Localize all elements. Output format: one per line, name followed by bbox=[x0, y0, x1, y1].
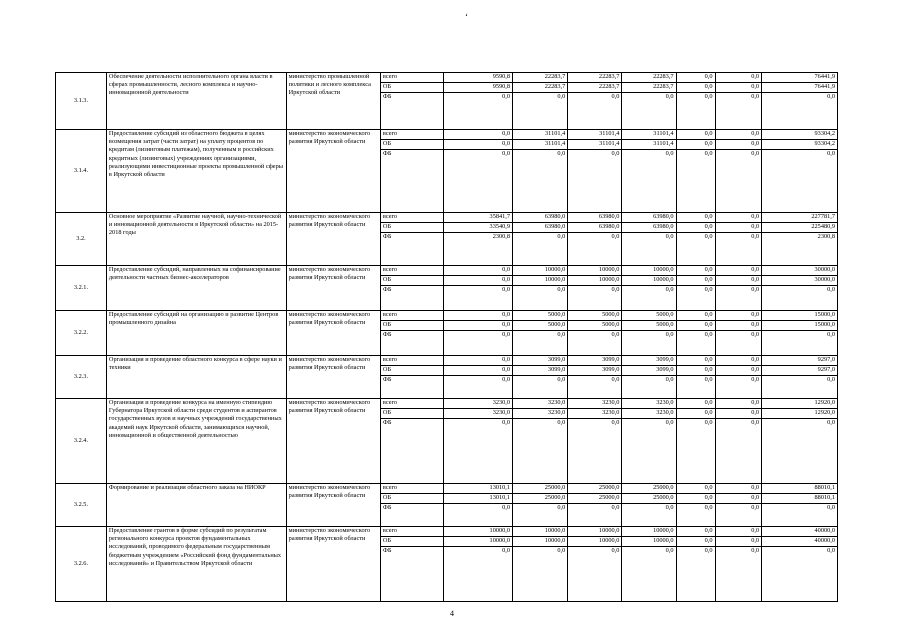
source-label: ФБ bbox=[380, 150, 443, 213]
amount-cell: 15000,0 bbox=[762, 321, 838, 331]
amount-cell: 0,0 bbox=[443, 93, 512, 130]
amount-cell: 0,0 bbox=[676, 537, 715, 547]
amount-cell: 3230,0 bbox=[443, 409, 512, 419]
amount-cell: 0,0 bbox=[443, 150, 512, 213]
amount-cell: 0,0 bbox=[513, 93, 568, 130]
amount-cell: 0,0 bbox=[676, 376, 715, 399]
row-code: 3.1.3. bbox=[56, 73, 107, 130]
table-row bbox=[56, 311, 838, 321]
amount-cell: 0,0 bbox=[513, 419, 568, 484]
amount-cell: 0,0 bbox=[443, 311, 512, 321]
amount-cell: 30000,0 bbox=[762, 266, 838, 276]
table-row bbox=[56, 73, 838, 83]
row-name: Организация и проведение областного конкурса в сфере науки и техники bbox=[106, 356, 286, 399]
source-label: ОБ bbox=[380, 409, 443, 419]
top-mark: ʻ bbox=[465, 12, 468, 22]
source-label: ФБ bbox=[380, 419, 443, 484]
amount-cell: 0,0 bbox=[715, 93, 762, 130]
amount-cell: 63980,0 bbox=[622, 223, 676, 233]
source-label: ФБ bbox=[380, 376, 443, 399]
source-label: ОБ bbox=[380, 276, 443, 286]
amount-cell: 3099,0 bbox=[513, 366, 568, 376]
amount-cell: 0,0 bbox=[443, 376, 512, 399]
amount-cell: 0,0 bbox=[676, 527, 715, 537]
amount-cell: 0,0 bbox=[676, 130, 715, 140]
amount-cell: 3230,0 bbox=[568, 399, 622, 409]
source-label: ОБ bbox=[380, 223, 443, 233]
row-name: Предоставление субсидий из областного бюджета в целях возмещения затрат (части затрат) на уплату процентов по кредитам (лизинговым платежам), полученным в российских кредитных (лизинговых) учреждениях организациями, реализующими инвестиционные проекты промышленной сферы в Иркутской области bbox=[106, 130, 286, 213]
amount-cell: 9297,0 bbox=[762, 366, 838, 376]
table-row bbox=[56, 527, 838, 537]
amount-cell: 9590,8 bbox=[443, 83, 512, 93]
row-executor: министерство экономического развития Иркутской области bbox=[286, 356, 380, 399]
amount-cell: 0,0 bbox=[715, 311, 762, 321]
amount-cell: 0,0 bbox=[676, 83, 715, 93]
row-executor: министерство экономического развития Иркутской области bbox=[286, 527, 380, 602]
amount-cell: 3099,0 bbox=[622, 366, 676, 376]
amount-cell: 93304,2 bbox=[762, 130, 838, 140]
table-row bbox=[56, 130, 838, 140]
amount-cell: 31101,4 bbox=[513, 130, 568, 140]
amount-cell: 0,0 bbox=[676, 399, 715, 409]
amount-cell: 0,0 bbox=[443, 504, 512, 527]
amount-cell: 10000,0 bbox=[443, 537, 512, 547]
amount-cell: 0,0 bbox=[513, 233, 568, 266]
amount-cell: 31101,4 bbox=[622, 130, 676, 140]
amount-cell: 63980,0 bbox=[568, 213, 622, 223]
row-executor: министерство промышленной политики и лесного комплекса Иркутской области bbox=[286, 73, 380, 130]
amount-cell: 3230,0 bbox=[513, 399, 568, 409]
row-executor: министерство экономического развития Иркутской области bbox=[286, 213, 380, 266]
amount-cell: 5000,0 bbox=[513, 321, 568, 331]
amount-cell: 0,0 bbox=[715, 331, 762, 356]
amount-cell: 0,0 bbox=[715, 83, 762, 93]
amount-cell: 10000,0 bbox=[622, 266, 676, 276]
amount-cell: 0,0 bbox=[762, 547, 838, 602]
row-executor: министерство экономического развития Иркутской области bbox=[286, 399, 380, 484]
amount-cell: 0,0 bbox=[513, 331, 568, 356]
amount-cell: 13010,1 bbox=[443, 484, 512, 494]
amount-cell: 0,0 bbox=[676, 213, 715, 223]
amount-cell: 0,0 bbox=[443, 331, 512, 356]
amount-cell: 0,0 bbox=[513, 286, 568, 311]
amount-cell: 0,0 bbox=[676, 494, 715, 504]
amount-cell: 0,0 bbox=[443, 130, 512, 140]
amount-cell: 0,0 bbox=[568, 233, 622, 266]
row-code: 3.2. bbox=[56, 213, 107, 266]
amount-cell: 93304,2 bbox=[762, 140, 838, 150]
amount-cell: 9590,8 bbox=[443, 73, 512, 83]
amount-cell: 15000,0 bbox=[762, 311, 838, 321]
source-label: ОБ bbox=[380, 537, 443, 547]
amount-cell: 0,0 bbox=[762, 331, 838, 356]
source-label: ФБ bbox=[380, 331, 443, 356]
amount-cell: 0,0 bbox=[715, 321, 762, 331]
row-executor: министерство экономического развития Иркутской области bbox=[286, 130, 380, 213]
source-label: ОБ bbox=[380, 494, 443, 504]
amount-cell: 63980,0 bbox=[513, 213, 568, 223]
amount-cell: 0,0 bbox=[715, 266, 762, 276]
amount-cell: 0,0 bbox=[443, 366, 512, 376]
row-name: Основное мероприятие «Развитие научной, научно-технической и инновационной деятельности в Иркутской области» на 2015-2018 годы bbox=[106, 213, 286, 266]
amount-cell: 0,0 bbox=[443, 321, 512, 331]
amount-cell: 0,0 bbox=[676, 504, 715, 527]
amount-cell: 0,0 bbox=[715, 130, 762, 140]
amount-cell: 9297,0 bbox=[762, 356, 838, 366]
source-label: ФБ bbox=[380, 547, 443, 602]
amount-cell: 10000,0 bbox=[513, 266, 568, 276]
source-label: ОБ bbox=[380, 83, 443, 93]
amount-cell: 0,0 bbox=[762, 150, 838, 213]
amount-cell: 31101,4 bbox=[568, 130, 622, 140]
amount-cell: 10000,0 bbox=[513, 276, 568, 286]
amount-cell: 0,0 bbox=[676, 233, 715, 266]
amount-cell: 0,0 bbox=[443, 356, 512, 366]
row-name: Организация и проведение конкурса на именную стипендию Губернатора Иркутской области среди студентов и аспирантов государственных вузов и научных учреждений государственных академий наук Иркутской области, занимающихся научной, инновационной и общественной деятельностью bbox=[106, 399, 286, 484]
amount-cell: 0,0 bbox=[715, 140, 762, 150]
row-code: 3.2.5. bbox=[56, 484, 107, 527]
amount-cell: 22283,7 bbox=[513, 83, 568, 93]
amount-cell: 10000,0 bbox=[622, 527, 676, 537]
amount-cell: 0,0 bbox=[715, 356, 762, 366]
amount-cell: 31101,4 bbox=[622, 140, 676, 150]
amount-cell: 0,0 bbox=[676, 331, 715, 356]
source-label: ОБ bbox=[380, 366, 443, 376]
amount-cell: 10000,0 bbox=[513, 527, 568, 537]
amount-cell: 0,0 bbox=[676, 321, 715, 331]
amount-cell: 0,0 bbox=[622, 233, 676, 266]
amount-cell: 0,0 bbox=[568, 419, 622, 484]
row-name: Формирование и реализация областного заказа на НИОКР bbox=[106, 484, 286, 527]
amount-cell: 2300,8 bbox=[443, 233, 512, 266]
row-code: 3.2.4. bbox=[56, 399, 107, 484]
amount-cell: 3099,0 bbox=[622, 356, 676, 366]
amount-cell: 0,0 bbox=[622, 419, 676, 484]
amount-cell: 10000,0 bbox=[622, 537, 676, 547]
amount-cell: 0,0 bbox=[715, 399, 762, 409]
row-executor: министерство экономического развития Иркутской области bbox=[286, 484, 380, 527]
amount-cell: 0,0 bbox=[622, 331, 676, 356]
source-label: ОБ bbox=[380, 321, 443, 331]
amount-cell: 5000,0 bbox=[568, 311, 622, 321]
amount-cell: 0,0 bbox=[622, 150, 676, 213]
amount-cell: 0,0 bbox=[715, 419, 762, 484]
amount-cell: 0,0 bbox=[762, 93, 838, 130]
source-label: ФБ bbox=[380, 504, 443, 527]
amount-cell: 0,0 bbox=[513, 376, 568, 399]
budget-table bbox=[55, 72, 838, 602]
amount-cell: 2300,8 bbox=[762, 233, 838, 266]
amount-cell: 0,0 bbox=[443, 276, 512, 286]
amount-cell: 5000,0 bbox=[622, 311, 676, 321]
amount-cell: 0,0 bbox=[715, 494, 762, 504]
amount-cell: 0,0 bbox=[715, 276, 762, 286]
amount-cell: 33540,9 bbox=[443, 223, 512, 233]
amount-cell: 0,0 bbox=[443, 419, 512, 484]
amount-cell: 0,0 bbox=[676, 366, 715, 376]
source-label: ОБ bbox=[380, 140, 443, 150]
amount-cell: 0,0 bbox=[762, 504, 838, 527]
amount-cell: 35841,7 bbox=[443, 213, 512, 223]
source-label: всего bbox=[380, 213, 443, 223]
amount-cell: 22283,7 bbox=[513, 73, 568, 83]
row-code: 3.2.6. bbox=[56, 527, 107, 602]
amount-cell: 10000,0 bbox=[568, 537, 622, 547]
amount-cell: 3099,0 bbox=[568, 356, 622, 366]
amount-cell: 0,0 bbox=[568, 376, 622, 399]
amount-cell: 22283,7 bbox=[622, 73, 676, 83]
row-name: Предоставление грантов в форме субсидий по результатам регионального конкурса проектов фундаментальных исследований, проводимого федеральным государственным бюджетным учреждением «Российский фонд фундаментальных исследований» и Правительством Иркутской области bbox=[106, 527, 286, 602]
amount-cell: 0,0 bbox=[762, 419, 838, 484]
amount-cell: 25000,0 bbox=[568, 494, 622, 504]
amount-cell: 0,0 bbox=[676, 419, 715, 484]
amount-cell: 227781,7 bbox=[762, 213, 838, 223]
source-label: всего bbox=[380, 484, 443, 494]
amount-cell: 88010,1 bbox=[762, 494, 838, 504]
amount-cell: 0,0 bbox=[715, 73, 762, 83]
amount-cell: 0,0 bbox=[443, 266, 512, 276]
amount-cell: 3099,0 bbox=[568, 366, 622, 376]
amount-cell: 25000,0 bbox=[513, 484, 568, 494]
row-executor: министерство экономического развития Иркутской области bbox=[286, 311, 380, 356]
amount-cell: 0,0 bbox=[568, 331, 622, 356]
amount-cell: 12920,0 bbox=[762, 409, 838, 419]
amount-cell: 0,0 bbox=[715, 233, 762, 266]
amount-cell: 0,0 bbox=[715, 366, 762, 376]
source-label: всего bbox=[380, 73, 443, 83]
table-row bbox=[56, 484, 838, 494]
row-code: 3.2.2. bbox=[56, 311, 107, 356]
table-row bbox=[56, 356, 838, 366]
amount-cell: 0,0 bbox=[676, 266, 715, 276]
row-name: Предоставление субсидий на организацию и развитие Центров промышленного дизайна bbox=[106, 311, 286, 356]
amount-cell: 0,0 bbox=[676, 311, 715, 321]
amount-cell: 22283,7 bbox=[622, 83, 676, 93]
row-name: Предоставление субсидий, направленных на софинансирование деятельности частных бизнес-акселераторов bbox=[106, 266, 286, 311]
amount-cell: 0,0 bbox=[676, 547, 715, 602]
amount-cell: 0,0 bbox=[715, 213, 762, 223]
amount-cell: 5000,0 bbox=[568, 321, 622, 331]
source-label: всего bbox=[380, 356, 443, 366]
amount-cell: 0,0 bbox=[513, 504, 568, 527]
amount-cell: 0,0 bbox=[513, 547, 568, 602]
amount-cell: 10000,0 bbox=[568, 266, 622, 276]
table-row bbox=[56, 266, 838, 276]
table-row bbox=[56, 213, 838, 223]
amount-cell: 0,0 bbox=[568, 150, 622, 213]
amount-cell: 5000,0 bbox=[622, 321, 676, 331]
amount-cell: 10000,0 bbox=[622, 276, 676, 286]
amount-cell: 0,0 bbox=[622, 547, 676, 602]
amount-cell: 10000,0 bbox=[513, 537, 568, 547]
amount-cell: 0,0 bbox=[715, 223, 762, 233]
amount-cell: 88010,1 bbox=[762, 484, 838, 494]
amount-cell: 22283,7 bbox=[568, 73, 622, 83]
amount-cell: 0,0 bbox=[676, 484, 715, 494]
amount-cell: 225480,9 bbox=[762, 223, 838, 233]
amount-cell: 0,0 bbox=[622, 504, 676, 527]
amount-cell: 63980,0 bbox=[513, 223, 568, 233]
row-code: 3.2.1. bbox=[56, 266, 107, 311]
amount-cell: 76441,9 bbox=[762, 83, 838, 93]
amount-cell: 3230,0 bbox=[622, 409, 676, 419]
amount-cell: 3230,0 bbox=[513, 409, 568, 419]
amount-cell: 63980,0 bbox=[568, 223, 622, 233]
row-code: 3.1.4. bbox=[56, 130, 107, 213]
amount-cell: 3099,0 bbox=[513, 356, 568, 366]
amount-cell: 0,0 bbox=[443, 286, 512, 311]
amount-cell: 0,0 bbox=[715, 376, 762, 399]
source-label: всего bbox=[380, 130, 443, 140]
source-label: всего bbox=[380, 527, 443, 537]
amount-cell: 76441,9 bbox=[762, 73, 838, 83]
amount-cell: 0,0 bbox=[513, 150, 568, 213]
row-code: 3.2.3. bbox=[56, 356, 107, 399]
amount-cell: 31101,4 bbox=[513, 140, 568, 150]
amount-cell: 40000,0 bbox=[762, 537, 838, 547]
amount-cell: 5000,0 bbox=[513, 311, 568, 321]
amount-cell: 0,0 bbox=[715, 286, 762, 311]
amount-cell: 0,0 bbox=[568, 286, 622, 311]
amount-cell: 10000,0 bbox=[443, 527, 512, 537]
amount-cell: 0,0 bbox=[676, 276, 715, 286]
amount-cell: 25000,0 bbox=[622, 494, 676, 504]
amount-cell: 0,0 bbox=[622, 286, 676, 311]
amount-cell: 0,0 bbox=[715, 504, 762, 527]
amount-cell: 0,0 bbox=[715, 527, 762, 537]
amount-cell: 3230,0 bbox=[622, 399, 676, 409]
amount-cell: 0,0 bbox=[568, 547, 622, 602]
amount-cell: 0,0 bbox=[568, 504, 622, 527]
table-row bbox=[56, 399, 838, 409]
amount-cell: 0,0 bbox=[676, 409, 715, 419]
amount-cell: 31101,4 bbox=[568, 140, 622, 150]
amount-cell: 25000,0 bbox=[622, 484, 676, 494]
amount-cell: 0,0 bbox=[715, 409, 762, 419]
source-label: ФБ bbox=[380, 286, 443, 311]
amount-cell: 0,0 bbox=[762, 286, 838, 311]
amount-cell: 25000,0 bbox=[568, 484, 622, 494]
amount-cell: 3230,0 bbox=[568, 409, 622, 419]
amount-cell: 0,0 bbox=[443, 547, 512, 602]
amount-cell: 0,0 bbox=[443, 140, 512, 150]
source-label: ФБ bbox=[380, 233, 443, 266]
amount-cell: 0,0 bbox=[676, 93, 715, 130]
amount-cell: 0,0 bbox=[676, 73, 715, 83]
row-name: Обеспечение деятельности исполнительного органа власти в сферах промышленности, лесного комплекса и научно-инновационной деятельности bbox=[106, 73, 286, 130]
source-label: всего bbox=[380, 266, 443, 276]
source-label: всего bbox=[380, 311, 443, 321]
amount-cell: 0,0 bbox=[715, 484, 762, 494]
amount-cell: 10000,0 bbox=[568, 276, 622, 286]
amount-cell: 0,0 bbox=[762, 376, 838, 399]
amount-cell: 30000,0 bbox=[762, 276, 838, 286]
amount-cell: 25000,0 bbox=[513, 494, 568, 504]
source-label: всего bbox=[380, 399, 443, 409]
amount-cell: 0,0 bbox=[676, 356, 715, 366]
amount-cell: 13010,1 bbox=[443, 494, 512, 504]
amount-cell: 40000,0 bbox=[762, 527, 838, 537]
amount-cell: 12920,0 bbox=[762, 399, 838, 409]
amount-cell: 22283,7 bbox=[568, 83, 622, 93]
amount-cell: 0,0 bbox=[676, 286, 715, 311]
amount-cell: 0,0 bbox=[676, 150, 715, 213]
amount-cell: 0,0 bbox=[622, 93, 676, 130]
amount-cell: 0,0 bbox=[568, 93, 622, 130]
amount-cell: 0,0 bbox=[715, 547, 762, 602]
page-number: 4 bbox=[450, 609, 454, 618]
amount-cell: 63980,0 bbox=[622, 213, 676, 223]
amount-cell: 0,0 bbox=[676, 223, 715, 233]
amount-cell: 10000,0 bbox=[568, 527, 622, 537]
amount-cell: 3230,0 bbox=[443, 399, 512, 409]
amount-cell: 0,0 bbox=[676, 140, 715, 150]
amount-cell: 0,0 bbox=[715, 537, 762, 547]
amount-cell: 0,0 bbox=[622, 376, 676, 399]
source-label: ФБ bbox=[380, 93, 443, 130]
row-executor: министерство экономического развития Иркутской области bbox=[286, 266, 380, 311]
amount-cell: 0,0 bbox=[715, 150, 762, 213]
